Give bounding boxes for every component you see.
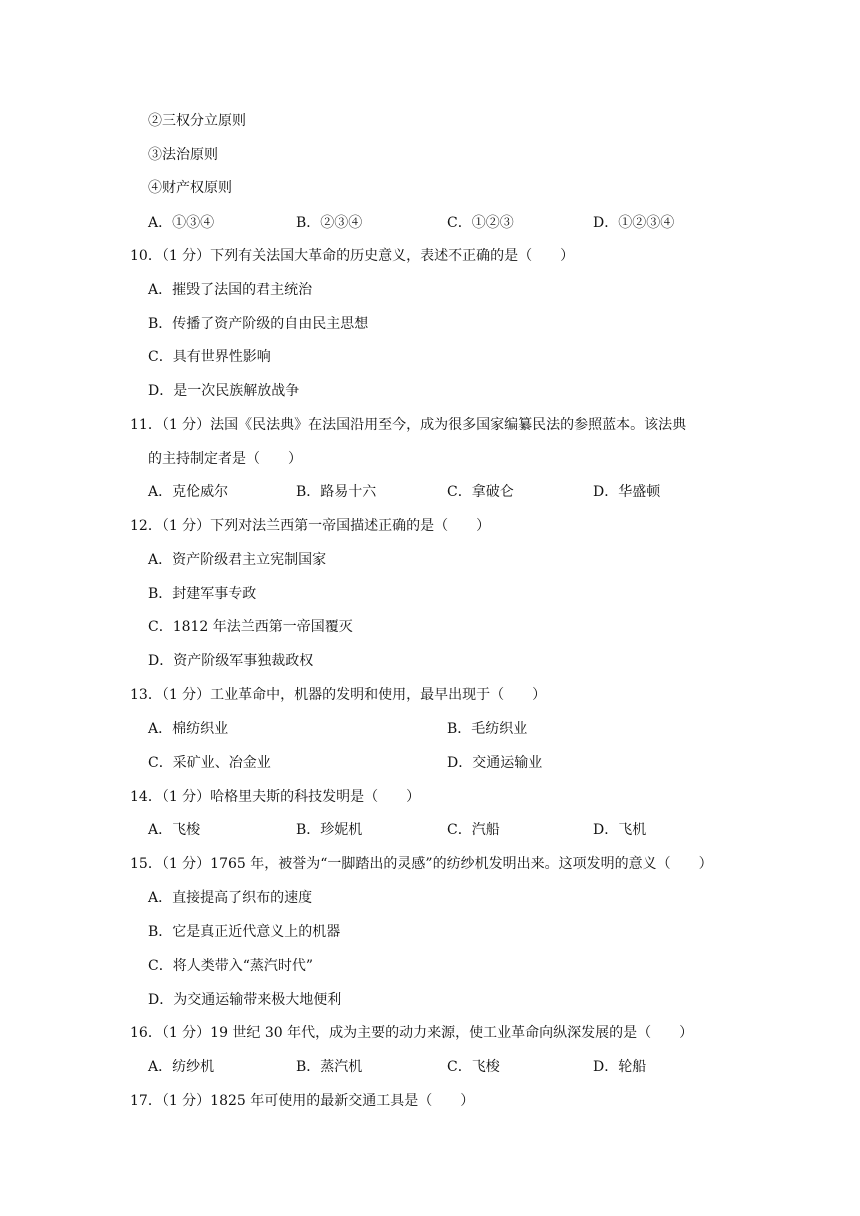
question-stem: 10．（1 分）下列有关法国大革命的历史意义，表述不正确的是（ ） bbox=[130, 248, 575, 264]
option-b: B．传播了资产阶级的自由民主思想 bbox=[148, 316, 369, 332]
option-a: A．棉纺织业 bbox=[148, 721, 229, 737]
option-a: A．①③④ bbox=[148, 215, 215, 231]
list-item: ③法治原则 bbox=[148, 147, 218, 163]
option-c: C．拿破仑 bbox=[447, 484, 514, 500]
option-d: D．为交通运输带来极大地便利 bbox=[148, 992, 342, 1008]
option-d: D．飞机 bbox=[593, 822, 647, 838]
option-b: B．它是真正近代意义上的机器 bbox=[148, 924, 341, 940]
option-a: A．资产阶级君主立宪制国家 bbox=[148, 552, 327, 568]
option-b: B．蒸汽机 bbox=[296, 1059, 363, 1075]
option-d: D．资产阶级军事独裁政权 bbox=[148, 653, 314, 669]
option-c: C．1812 年法兰西第一帝国覆灭 bbox=[148, 619, 353, 635]
option-b: B．珍妮机 bbox=[296, 822, 363, 838]
option-b: B．封建军事专政 bbox=[148, 586, 257, 602]
option-b: B．毛纺织业 bbox=[447, 721, 528, 737]
question-stem: 13．（1 分）工业革命中，机器的发明和使用，最早出现于（ ） bbox=[130, 687, 547, 703]
option-c: C．汽船 bbox=[447, 822, 500, 838]
option-d: D．交通运输业 bbox=[447, 755, 543, 771]
question-stem-continued: 的主持制定者是（ ） bbox=[148, 451, 302, 467]
option-a: A．直接提高了织布的速度 bbox=[148, 890, 313, 906]
question-stem: 12．（1 分）下列对法兰西第一帝国描述正确的是（ ） bbox=[130, 518, 491, 534]
option-a: A．纺纱机 bbox=[148, 1059, 215, 1075]
option-d: D．①②③④ bbox=[593, 215, 675, 231]
option-c: C．具有世界性影响 bbox=[148, 349, 271, 365]
question-stem: 14．（1 分）哈格里夫斯的科技发明是（ ） bbox=[130, 789, 421, 805]
option-a: A．克伦威尔 bbox=[148, 484, 229, 500]
list-item: ②三权分立原则 bbox=[148, 113, 246, 129]
question-stem: 16．（1 分）19 世纪 30 年代，成为主要的动力来源，使工业革命向纵深发展的是（ ） bbox=[130, 1025, 694, 1041]
option-d: D．轮船 bbox=[593, 1059, 647, 1075]
list-item: ④财产权原则 bbox=[148, 180, 232, 196]
option-b: B．②③④ bbox=[296, 215, 363, 231]
option-c: C．飞梭 bbox=[447, 1059, 500, 1075]
option-c: C．采矿业、冶金业 bbox=[148, 755, 271, 771]
question-stem: 15．（1 分）1765 年，被誉为“一脚踏出的灵感”的纺纱机发明出来。这项发明的意义（ ） bbox=[130, 856, 713, 872]
option-d: D．华盛顿 bbox=[593, 484, 661, 500]
question-stem: 11．（1 分）法国《民法典》在法国沿用至今，成为很多国家编纂民法的参照蓝本。该法典 bbox=[130, 417, 687, 433]
option-b: B．路易十六 bbox=[296, 484, 377, 500]
option-a: A．摧毁了法国的君主统治 bbox=[148, 282, 313, 298]
option-a: A．飞梭 bbox=[148, 822, 201, 838]
option-d: D．是一次民族解放战争 bbox=[148, 383, 300, 399]
option-c: C．①②③ bbox=[447, 215, 514, 231]
question-stem: 17．（1 分）1825 年可使用的最新交通工具是（ ） bbox=[130, 1093, 475, 1109]
option-c: C．将人类带入“蒸汽时代” bbox=[148, 958, 314, 974]
